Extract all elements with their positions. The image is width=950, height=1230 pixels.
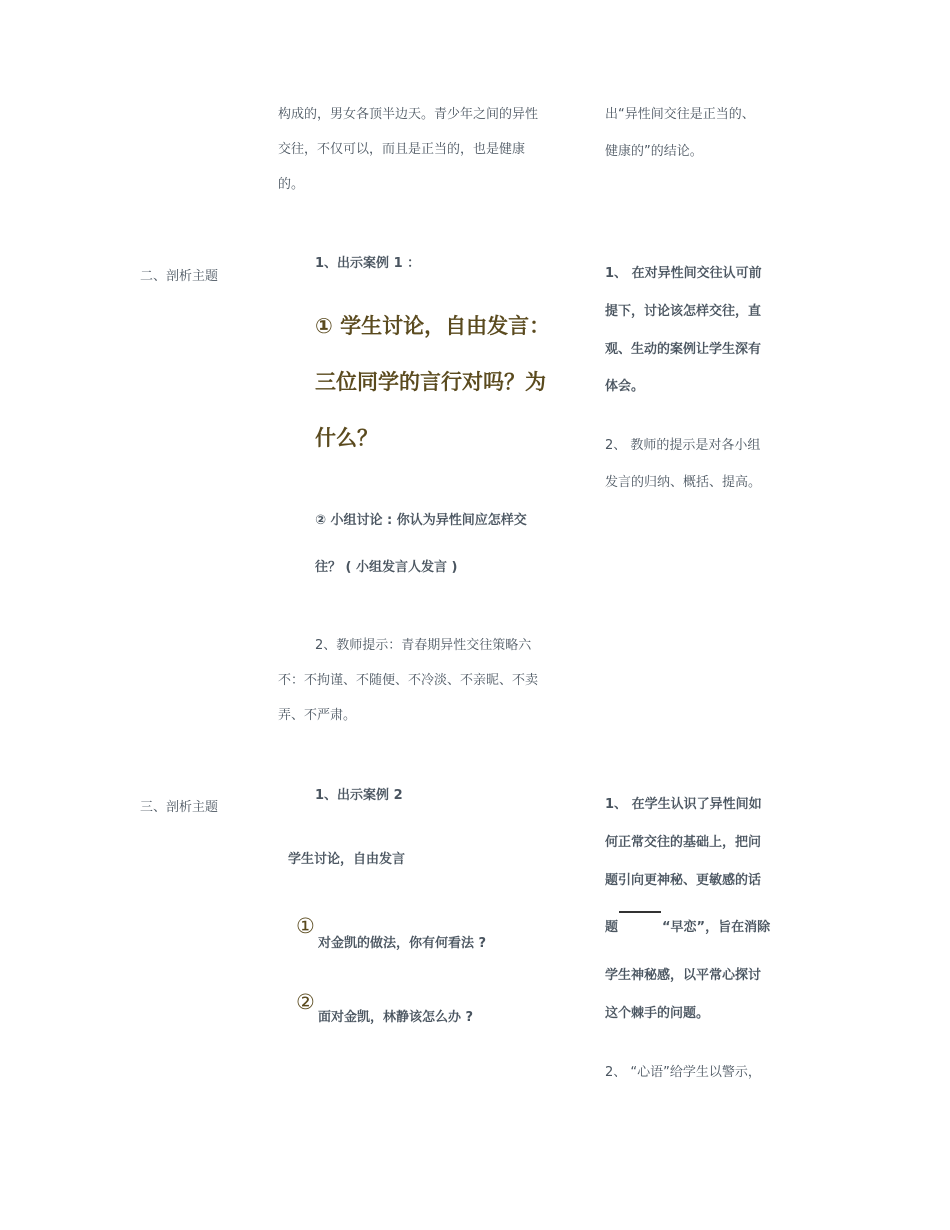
section-2-note-line-2: 提下，讨论该怎样交往，直 bbox=[605, 304, 762, 319]
case-1-question-2-line-2: 往？ ( 小组发言人发言 ) bbox=[315, 560, 458, 575]
case-1-title: 1、出示案例 1 ： bbox=[315, 256, 421, 271]
case-1-question-1-line-1: ① 学生讨论，自由发言： bbox=[315, 314, 551, 338]
section-label-analysis-1: 二、剖析主题 bbox=[140, 269, 219, 284]
case-1-question-2-line-1: ② 小组讨论 : 你认为异性间应怎样交 bbox=[315, 513, 527, 528]
section-3-note-line-1: 1、 在学生认识了异性间如 bbox=[605, 797, 762, 812]
section-2-note-line-6: 发言的归纳、概括、提高。 bbox=[605, 475, 762, 490]
intro-line-2: 交往，不仅可以，而且是正当的，也是健康 bbox=[278, 142, 526, 157]
case-1-question-1-line-2: 三位同学的言行对吗？为 bbox=[315, 370, 546, 394]
teacher-tip-line-3: 弄、不严肃。 bbox=[278, 708, 357, 723]
section-3-note-line-2: 何正常交往的基础上，把问 bbox=[605, 835, 762, 850]
teacher-tip-line-1: 2、教师提示：青春期异性交往策略六 bbox=[315, 638, 532, 653]
section-3-note-line-5: 学生神秘感，以平常心探讨 bbox=[605, 968, 762, 983]
case-2-discussion: 学生讨论，自由发言 bbox=[288, 852, 406, 867]
case-2-title: 1、出示案例 2 bbox=[315, 788, 403, 803]
intro-line-1: 构成的，男女各顶半边天。青少年之间的异性 bbox=[278, 107, 539, 122]
section-3-note-line-6: 这个棘手的问题。 bbox=[605, 1006, 710, 1021]
section-label-analysis-2: 三、剖析主题 bbox=[140, 800, 219, 815]
section-2-note-line-1: 1、 在对异性间交往认可前 bbox=[605, 266, 762, 281]
intro-note-line-2: 健康的”的结论。 bbox=[605, 144, 703, 159]
section-2-note-line-4: 体会。 bbox=[605, 379, 645, 394]
case-2-question-2: 面对金凯，林静该怎么办 ? bbox=[318, 1010, 474, 1025]
intro-line-3: 的。 bbox=[278, 177, 305, 192]
teacher-tip-line-2: 不：不拘谨、不随便、不冷淡、不亲昵、不卖 bbox=[278, 673, 539, 688]
section-3-note-line-7: 2、 “心语”给学生以警示， bbox=[605, 1065, 761, 1080]
question-2-marker: ② bbox=[296, 990, 315, 1014]
section-3-note-line-4a: 题 bbox=[605, 920, 619, 935]
section-2-note-line-3: 观、生动的案例让学生深有 bbox=[605, 342, 762, 357]
section-3-note-line-4b: “早恋”，旨在消除 bbox=[662, 920, 771, 935]
section-2-note-line-5: 2、 教师的提示是对各小组 bbox=[605, 438, 761, 453]
intro-note-line-1: 出“异性间交往是正当的、 bbox=[605, 107, 755, 122]
case-1-question-1-line-3: 什么？ bbox=[315, 426, 378, 450]
blank-overline bbox=[619, 911, 661, 913]
section-3-note-line-3: 题引向更神秘、更敏感的话 bbox=[605, 873, 762, 888]
question-1-marker: ① bbox=[296, 914, 315, 938]
case-2-question-1: 对金凯的做法，你有何看法 ? bbox=[318, 936, 487, 951]
